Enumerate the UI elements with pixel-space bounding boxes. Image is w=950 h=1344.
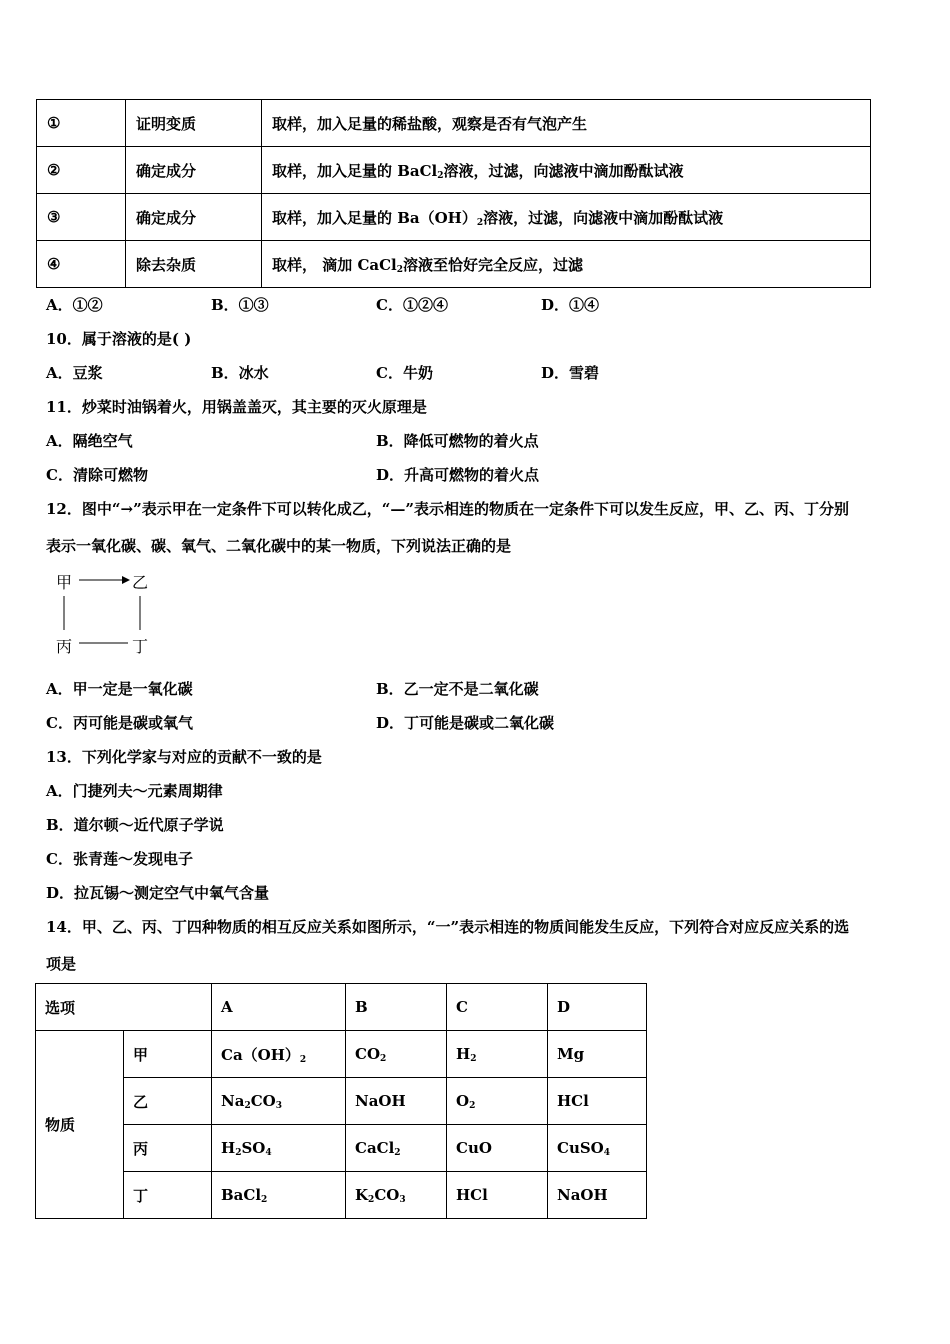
row-purpose: 确定成分	[126, 147, 262, 194]
row-label: 丙	[124, 1125, 212, 1172]
table-cell: HCl	[548, 1078, 647, 1125]
node-jia: 甲	[56, 573, 73, 592]
options-table	[35, 983, 647, 1219]
table-cell: $O_2$	[447, 1078, 548, 1125]
q12-option-b: B．乙一定不是二氧化碳	[376, 680, 539, 698]
arrow-head-icon	[122, 576, 130, 584]
q12-option-a: A．甲一定是一氧化碳	[46, 680, 193, 698]
table-cell: BaCl$_2$	[212, 1172, 346, 1219]
group-label: 物质	[36, 1031, 124, 1219]
q12-stem-line1: 12．图中“→”表示甲在一定条件下可以转化成乙，“—”表示相连的物质在一定条件下可以发生反应，甲、乙、丙、丁分别	[46, 500, 849, 518]
q12-option-d: D．丁可能是碳或二氧化碳	[376, 714, 555, 732]
row-method: 取样，加入足量的 $Ba(OH)_2$溶液，过滤，向滤液中滴加酚酞试液	[262, 194, 871, 241]
q10-option-b: B．冰水	[211, 364, 269, 382]
experiment-table	[36, 99, 871, 288]
header-cell: D	[548, 984, 647, 1031]
node-ding: 丁	[132, 637, 149, 656]
table-cell: CaCl$_2$	[346, 1125, 447, 1172]
q9-option-b: B．①③	[211, 296, 269, 314]
row-method: 取样，加入足量的 BaCl$_2$溶液，过滤，向滤液中滴加酚酞试液	[262, 147, 871, 194]
table-cell: $CO_2$	[346, 1031, 447, 1078]
q9-option-c: C．①②④	[376, 296, 448, 314]
q10-option-a: A．豆浆	[46, 364, 103, 382]
q11-option-b: B．降低可燃物的着火点	[376, 432, 539, 450]
diagram-lines	[52, 568, 162, 658]
node-yi: 乙	[132, 573, 149, 592]
table-row	[36, 1078, 647, 1125]
q13-option-d: D．拉瓦锡～测定空气中氧气含量	[46, 884, 270, 902]
table-cell: NaOH	[548, 1172, 647, 1219]
table-row	[37, 194, 871, 241]
q11-option-c: C．清除可燃物	[46, 466, 148, 484]
q10-option-c: C．牛奶	[376, 364, 433, 382]
q14-stem-line2: 项是	[46, 955, 77, 973]
row-method: 取样， 滴加 CaCl$_2$溶液至恰好完全反应，过滤	[262, 241, 871, 288]
table-row	[37, 241, 871, 288]
table-cell: $H_2$	[447, 1031, 548, 1078]
q14-stem-line1: 14．甲、乙、丙、丁四种物质的相互反应关系如图所示，“一”表示相连的物质间能发生反应，下列符合对应反应关系的选	[46, 918, 850, 936]
row-number: ③	[37, 194, 126, 241]
q10-option-d: D．雪碧	[541, 364, 600, 382]
relation-diagram	[52, 568, 162, 658]
q10-stem: 10．属于溶液的是( )	[46, 330, 192, 348]
header-cell: C	[447, 984, 548, 1031]
row-purpose: 除去杂质	[126, 241, 262, 288]
q9-option-a: A．①②	[46, 296, 103, 314]
q9-option-d: D．①④	[541, 296, 600, 314]
table-cell: CuSO$_4$	[548, 1125, 647, 1172]
table-cell: $K_2CO_3$	[346, 1172, 447, 1219]
q11-option-d: D．升高可燃物的着火点	[376, 466, 540, 484]
table-row	[37, 147, 871, 194]
row-number: ①	[37, 100, 126, 147]
header-cell: B	[346, 984, 447, 1031]
table-row	[36, 1172, 647, 1219]
q12-stem-line2: 表示一氧化碳、碳、氧气、二氧化碳中的某一物质，下列说法正确的是	[46, 537, 512, 555]
q11-stem: 11．炒菜时油锅着火，用锅盖盖灭，其主要的灭火原理是	[46, 398, 427, 416]
q13-option-a: A．门捷列夫～元素周期律	[46, 782, 223, 800]
row-label: 丁	[124, 1172, 212, 1219]
row-number: ②	[37, 147, 126, 194]
table-cell: NaOH	[346, 1078, 447, 1125]
table-row	[37, 100, 871, 147]
table-cell: CuO	[447, 1125, 548, 1172]
q11-option-a: A．隔绝空气	[46, 432, 133, 450]
q13-option-b: B．道尔顿～近代原子学说	[46, 816, 224, 834]
header-cell: 选项	[36, 984, 212, 1031]
header-cell: A	[212, 984, 346, 1031]
row-purpose: 证明变质	[126, 100, 262, 147]
table-row	[36, 1031, 647, 1078]
table-cell: $Ca(OH)_2$	[212, 1031, 346, 1078]
table-cell: HCl	[447, 1172, 548, 1219]
table-cell: Mg	[548, 1031, 647, 1078]
q12-option-c: C．丙可能是碳或氧气	[46, 714, 193, 732]
row-method: 取样，加入足量的稀盐酸，观察是否有气泡产生	[262, 100, 871, 147]
row-label: 甲	[124, 1031, 212, 1078]
table-cell: $Na_2CO_3$	[212, 1078, 346, 1125]
table-row	[36, 1125, 647, 1172]
row-number: ④	[37, 241, 126, 288]
q13-option-c: C．张青莲～发现电子	[46, 850, 193, 868]
row-purpose: 确定成分	[126, 194, 262, 241]
table-cell: $H_2SO_4$	[212, 1125, 346, 1172]
node-bing: 丙	[56, 637, 73, 656]
q13-stem: 13．下列化学家与对应的贡献不一致的是	[46, 748, 322, 766]
row-label: 乙	[124, 1078, 212, 1125]
table-header-row	[36, 984, 647, 1031]
